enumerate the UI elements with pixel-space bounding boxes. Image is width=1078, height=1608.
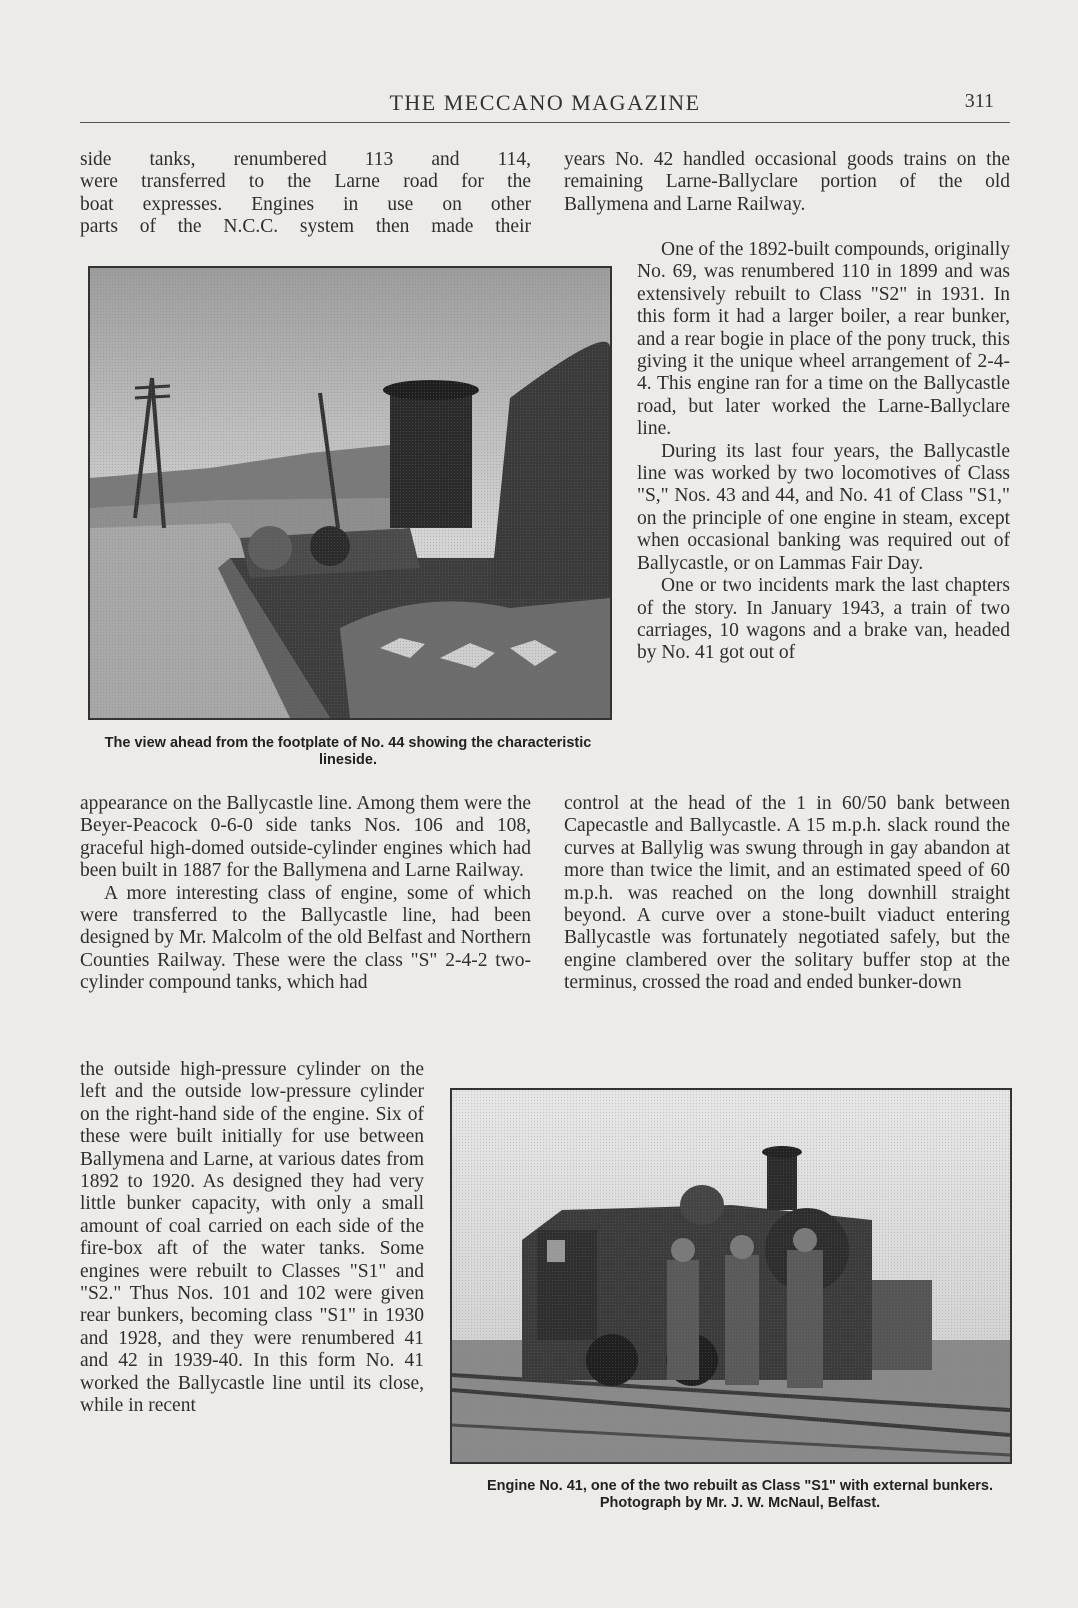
text-line: parts of the N.C.C. system then made their (80, 216, 531, 238)
text-line: boat expresses. Engines in use on other (80, 193, 531, 215)
page-number: 311 (964, 90, 994, 112)
page-header (80, 88, 1010, 123)
paragraph: years No. 42 handled occasional goods trains on the remaining Larne-Ballyclare portion of the old Ballymena and Larne Railway. (564, 149, 1010, 215)
left-column-top-text (80, 149, 531, 239)
paragraph: the outside high-pressure cylinder on the left and the outside low-pressure cylinder on the right-hand side of the engine. Six of these were built initially for use between Ballymena and Larne, at various dates from 1892 to 1920. As designed they had very little bunker capacity, with only a small amount of coal carried on each side of the fire-box aft of the water tanks. Some engines were rebuilt to Classes "S1" and "S2." Thus Nos. 101 and 102 were given rear bunkers, becoming class "S1" in 1930 and 1928, and they were renumbered 41 and 42 in 1939-40. In this form No. 41 worked the Ballycastle line until its close, while in recent (80, 1059, 424, 1417)
paragraph: One or two incidents mark the last chapters of the story. In January 1943, a train of two carriages, 10 wagons and a brake van, headed by No. 41 got out of (637, 575, 1010, 664)
footplate-view-photo (88, 266, 612, 720)
paragraph: appearance on the Ballycastle line. Among them were the Beyer-Peacock 0-6-0 side tanks Nos. 106 and 108, graceful high-domed outside-cylinder engines which had been built in 1887 for the Ballymena and Larne Railway. (80, 793, 531, 882)
paragraph: During its last four years, the Ballycastle line was worked by two locomotives of Class "S," Nos. 43 and 44, and No. 41 of Class "S1," on the principle of one engine in steam, except when occasional banking was required out of Ballycastle, or on Lammas Fair Day. (637, 440, 1010, 574)
text-line: were transferred to the Larne road for the (80, 171, 531, 193)
photo2-caption: Engine No. 41, one of the two rebuilt as Class "S1" with external bunkers. Photograph by Mr. J. W. McNaul, Belfast. (486, 1478, 994, 1511)
left-column-bottom-text (80, 1059, 424, 1418)
photo1-caption: The view ahead from the footplate of No. 44 showing the characteristic lineside. (104, 735, 592, 768)
magazine-title: THE MECCANO MAGAZINE (389, 90, 701, 115)
footplate-view-image (90, 268, 610, 718)
engine-41-photo (450, 1088, 1012, 1464)
right-column-mid-text (564, 793, 1010, 995)
right-column-top-paragraph (564, 149, 1010, 216)
paragraph: One of the 1892-built compounds, originally No. 69, was renumbered 110 in 1899 and was extensively rebuilt to Class "S2" in 1931. In this form it had a larger boiler, a rear bunker, and a rear bogie in place of the pony truck, this giving it the unique wheel arrangement of 2-4-4. This engine ran for a time on the Ballycastle road, but later worked the Larne-Ballyclare line. (637, 239, 1010, 440)
text-line: side tanks, renumbered 113 and 114, (80, 149, 531, 170)
paragraph: control at the head of the 1 in 60/50 bank between Capecastle and Ballycastle. A 15 m.p.h. slack round the curves at Ballylig was swung through in gay abandon at more than twice the limit, and an estimated speed of 60 m.p.h. was reached on the long downhill straight beyond. A curve over a stone-built viaduct entering Ballycastle was fortunately negotiated safely, but the engine clambered over the solitary buffer stop at the terminus, crossed the road and ended bunker-down (564, 793, 1010, 994)
left-column-mid-text (80, 793, 531, 995)
right-column-wrap-text (637, 239, 1010, 665)
engine-41-image (452, 1090, 1010, 1462)
paragraph: A more interesting class of engine, some of which were transferred to the Ballycastle line, had been designed by Mr. Malcolm of the old Belfast and Northern Counties Railway. These were the class "S" 2-4-2 two-cylinder compound tanks, which had (80, 882, 531, 994)
